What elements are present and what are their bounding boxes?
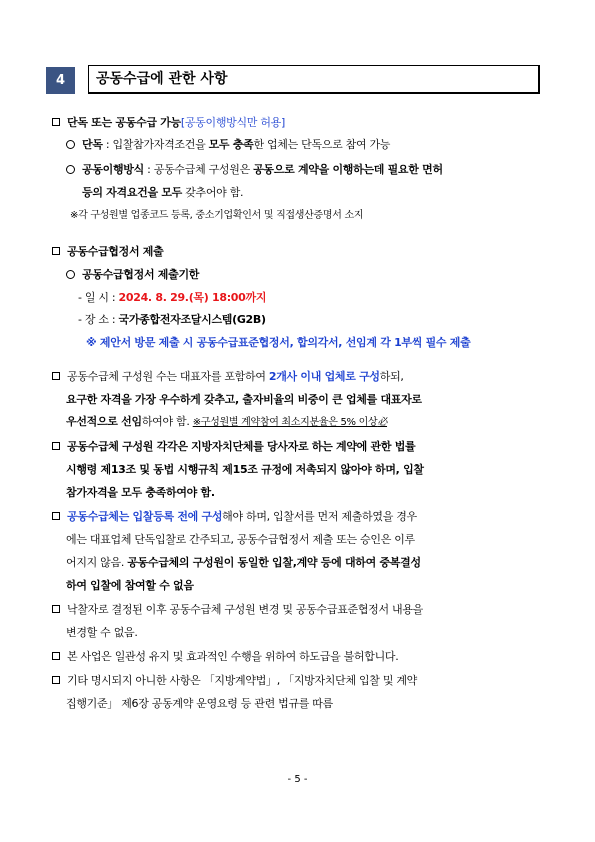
item-joint-performance-cont: 등의 자격요건을 모두 갖추어야 함. xyxy=(82,186,244,199)
para-formation-timing-4: 하여 입찰에 참여할 수 없음 xyxy=(66,579,194,592)
checkbox-bullet-icon xyxy=(52,247,60,255)
checkbox-bullet-icon xyxy=(52,442,60,450)
circle-bullet-icon xyxy=(66,140,75,149)
para-other-matters: 기타 명시되지 아니한 사항은 「지방계약법」, 「지방자치단체 입찰 및 계약 xyxy=(52,674,417,688)
heading-agreement-submission: 공동수급협정서 제출 xyxy=(52,245,163,259)
para-no-change: 낙찰자로 결정된 이후 공동수급체 구성원 변경 및 공동수급표준협정서 내용을 xyxy=(52,603,423,617)
circle-bullet-icon xyxy=(66,165,75,174)
para-members-count: 공동수급체 구성원 수는 대표자를 포함하여 2개사 이내 업체로 구성하되, xyxy=(52,370,404,384)
checkbox-bullet-icon xyxy=(52,605,60,613)
deadline-date: - 일 시 : 2024. 8. 29.(목) 18:00까지 xyxy=(78,291,267,304)
para-members-count-3: 우선적으로 선임하여야 함. ※구성원별 계약참여 최소지분율은 5% 이상必 xyxy=(66,415,388,428)
item-single: 단독 : 입찰참가자격조건을 모두 충족한 업체는 단독으로 참여 가능 xyxy=(66,138,390,152)
checkbox-bullet-icon xyxy=(52,676,60,684)
checkbox-bullet-icon xyxy=(52,372,60,380)
para-legal-compliance-2: 시행령 제13조 및 동법 시행규칙 제15조 규정에 저촉되지 않아야 하며, 입찰 xyxy=(66,463,424,476)
para-no-subcontract: 본 사업은 일관성 유지 및 효과적인 수행을 위하여 하도급을 불허합니다. xyxy=(52,650,398,664)
para-formation-timing-3: 어지지 않음. 공동수급체의 구성원이 동일한 입찰,계약 등에 대하여 중복결성 xyxy=(66,556,421,569)
para-members-count-2: 요구한 자격을 가장 우수하게 갖추고, 출자비율의 비중이 큰 업체를 대표자로 xyxy=(66,393,422,406)
page-number: - 5 - xyxy=(287,774,308,785)
circle-bullet-icon xyxy=(66,270,75,279)
para-other-matters-2: 집행기준」 제6장 공동계약 운영요령 등 관련 법규를 따름 xyxy=(66,697,333,710)
item-agreement-deadline: 공동수급협정서 제출기한 xyxy=(66,268,199,282)
para-no-change-2: 변경할 수 없음. xyxy=(66,626,138,639)
para-formation-timing-2: 에는 대표업체 단독입찰로 간주되고, 공동수급협정서 제출 또는 승인은 이루 xyxy=(66,533,415,546)
item-joint-performance: 공동이행방식 : 공동수급체 구성원은 공동으로 계약을 이행하는데 필요한 면허 xyxy=(66,163,443,177)
para-formation-timing: 공동수급체는 입찰등록 전에 구성해야 하며, 입찰서를 먼저 제출하였을 경우 xyxy=(52,510,417,524)
para-legal-compliance: 공동수급체 구성원 각각은 지방자치단체를 당사자로 하는 계약에 관한 법률 xyxy=(52,440,415,454)
section-title: 공동수급에 관한 사항 xyxy=(88,65,540,94)
para-legal-compliance-3: 참가자격을 모두 충족하여야 함. xyxy=(66,486,215,499)
note-qualification: ※각 구성원별 업종코드 등록, 중소기업확인서 및 직접생산증명서 소지 xyxy=(70,210,364,221)
checkbox-bullet-icon xyxy=(52,652,60,660)
note-visit-submission: ※ 제안서 방문 제출 시 공동수급표준협정서, 합의각서, 선임계 각 1부씩 필수 제출 xyxy=(86,336,471,349)
checkbox-bullet-icon xyxy=(52,512,60,520)
checkbox-bullet-icon xyxy=(52,118,60,126)
heading-single-or-joint: 단독 또는 공동수급 가능[공동이행방식만 허용] xyxy=(52,116,285,130)
deadline-place: - 장 소 : 국가종합전자조달시스템(G2B) xyxy=(78,313,266,326)
section-number: 4 xyxy=(46,67,75,94)
